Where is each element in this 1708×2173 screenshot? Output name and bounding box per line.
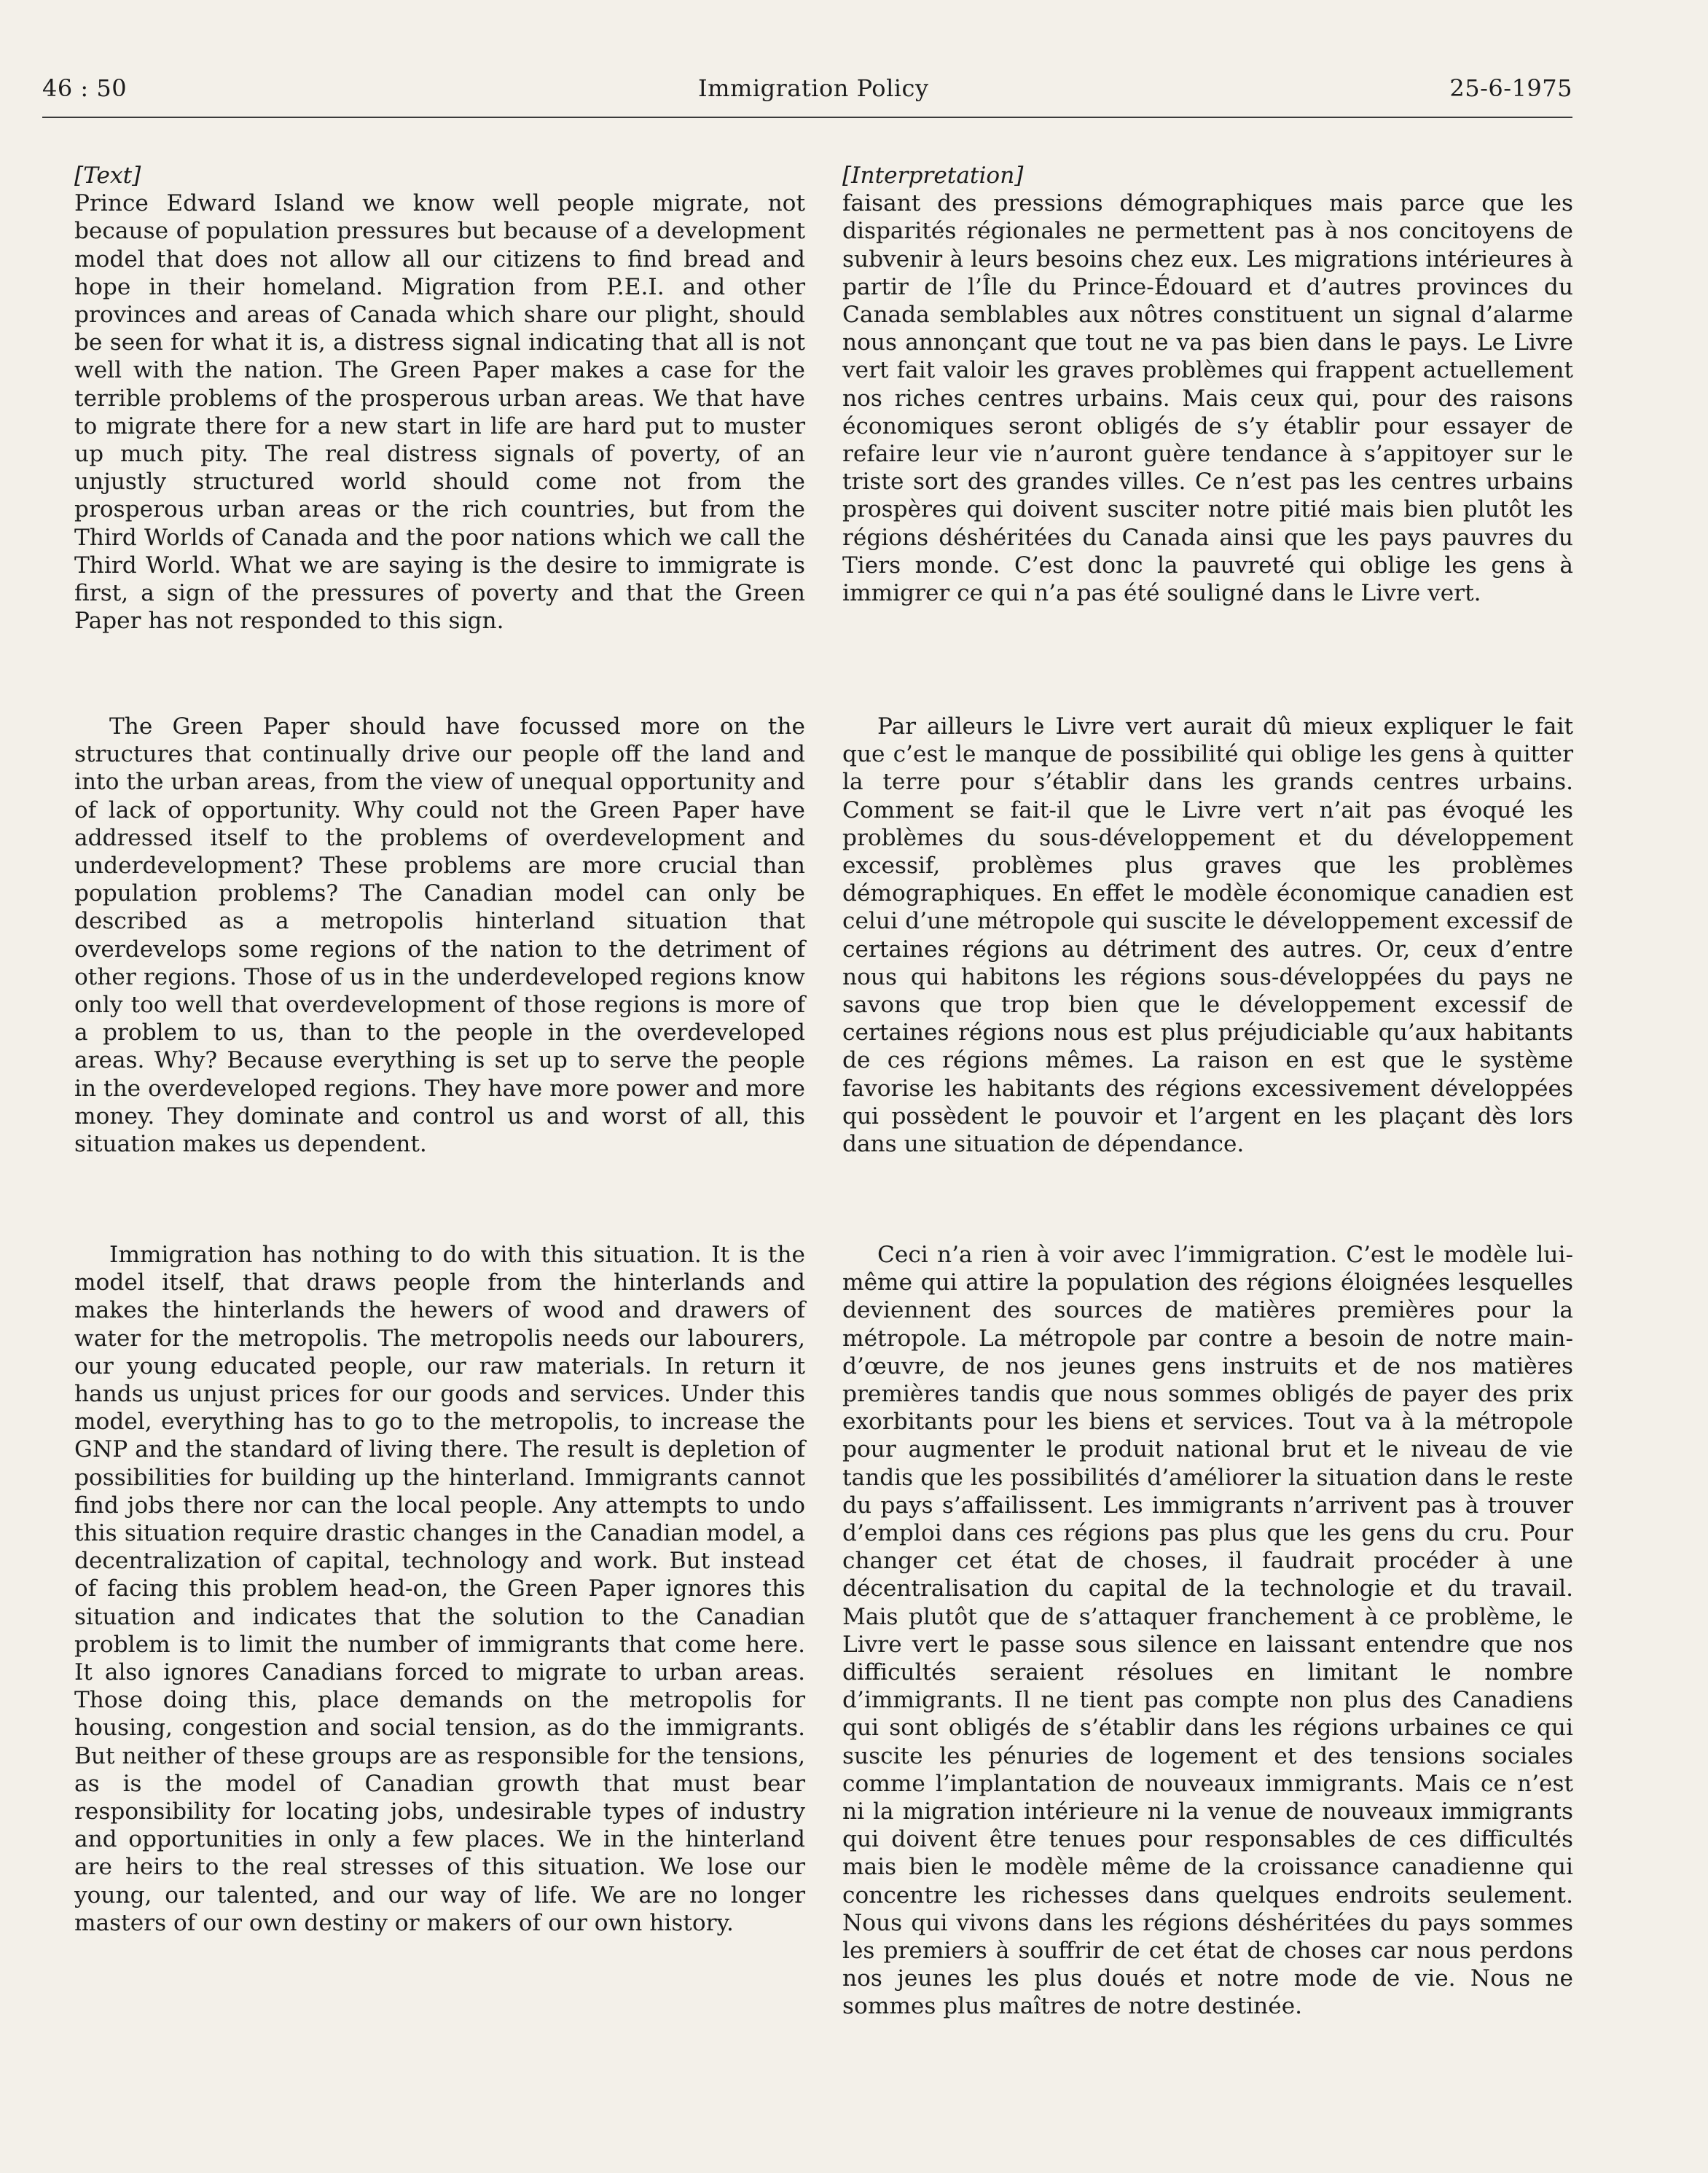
french-paragraph-2: Par ailleurs le Livre vert aurait dû mieux expliquer le fait que c’est le manque de possibilité qui oblige les gens à quitter la terre pour s’établir dans les grands centres urbains. Comment se fait-il que le Livre vert n’ait pas évoqué les problèmes du sous-développement et du développement excessif, problèmes plus graves que les problèmes démographiques. En effet le modèle économique canadien est celui d’une métropole qui suscite le développement excessif de certaines régions au détriment des autres. Or, ceux d’entre nous qui habitons les régions sous-développées du pays ne savons que trop bien que le développement excessif de certaines régions nous est plus préjudiciable qu’aux habitants de ces régions mêmes. La raison en est que le système favorise les habitants des régions excessivement développées qui possèdent le pouvoir et l’argent en les plaçant dès lors dans une situation de dépendance. (842, 713, 1573, 1158)
english-paragraph-2: The Green Paper should have focussed more on the structures that continually drive our people off the land and into the urban areas, from the view of unequal opportunity and of lack of opportunity. Why could not the Green Paper have addressed itself to the problems of overdevelopment and underdevelopment? These problems are more crucial than population problems? The Canadian model can only be described as a metropolis hinterland situation that overdevelops some regions of the nation to the detriment of other regions. Those of us in the underdeveloped regions know only too well that overdevelopment of those regions is more of a problem to us, than to the people in the overdeveloped areas. Why? Because everything is set up to serve the people in the overdeveloped regions. They have more power and more money. They dominate and control us and worst of all, this situation makes us dependent. (74, 713, 805, 1158)
french-section-3 (842, 1241, 1573, 2021)
english-section-3 (74, 1241, 805, 1937)
page-number: 46 : 50 (42, 74, 128, 102)
french-section-1 (842, 162, 1573, 607)
english-section-1 (74, 162, 805, 635)
french-paragraph-1: faisant des pressions démographiques mais parce que les disparités régionales ne permettent pas à nos concitoyens de subvenir à leurs besoins chez eux. Les migrations intérieures à partir de l’Île du Prince-Édouard et d’autres provinces du Canada semblables aux nôtres constituent un signal d’alarme nous annonçant que tout ne va pas bien dans le pays. Le Livre vert fait valoir les graves problèmes qui frappent actuellement nos riches centres urbains. Mais ceux qui, pour des raisons économiques seront obligés de s’y établir pour essayer de refaire leur vie n’auront guère tendance à s’appitoyer sur le triste sort des grandes villes. Ce n’est pas les centres urbains prospères qui doivent susciter notre pitié mais bien plutôt les régions déshéritées du Canada ainsi que les pays pauvres du Tiers monde. C’est donc la pauvreté qui oblige les gens à immigrer ce qui n’a pas été souligné dans le Livre vert. (842, 190, 1573, 607)
english-paragraph-1: Prince Edward Island we know well people migrate, not because of population pressures but because of a development model that does not allow all our citizens to find bread and hope in their homeland. Migration from P.E.I. and other provinces and areas of Canada which share our plight, should be seen for what it is, a distress signal indicating that all is not well with the nation. The Green Paper makes a case for the terrible problems of the prosperous urban areas. We that have to migrate there for a new start in life are hard put to muster up much pity. The real distress signals of poverty, of an unjustly structured world should come not from the prosperous urban areas or the rich countries, but from the Third Worlds of Canada and the poor nations which we call the Third World. What we are saying is the desire to immigrate is first, a sign of the pressures of poverty and that the Green Paper has not responded to this sign. (74, 190, 805, 635)
header-date: 25-6-1975 (1449, 74, 1572, 102)
english-paragraph-3: Immigration has nothing to do with this situation. It is the model itself, that draws people from the hinterlands and makes the hinterlands the hewers of wood and drawers of water for the metropolis. The metropolis needs our labourers, our young educated people, our raw materials. In return it hands us unjust prices for our goods and services. Under this model, everything has to go to the metropolis, to increase the GNP and the standard of living there. The result is depletion of possibilities for building up the hinterland. Immigrants cannot find jobs there nor can the local people. Any attempts to undo this situation require drastic changes in the Canadian model, a decentralization of capital, technology and work. But instead of facing this problem head-on, the Green Paper ignores this situation and indicates that the solution to the Canadian problem is to limit the number of immigrants that come here. It also ignores Canadians forced to migrate to urban areas. Those doing this, place demands on the metropolis for housing, congestion and social tension, as do the immigrants. But neither of these groups are as responsible for the tensions, as is the model of Canadian growth that must bear responsibility for locating jobs, undesirable types of industry and opportunities in only a few places. We in the hinterland are heirs to the real stresses of this situation. We lose our young, our talented, and our way of life. We are no longer masters of our own destiny or makers of our own history. (74, 1242, 805, 1936)
page-header (42, 70, 1572, 118)
french-section-2 (842, 713, 1573, 1158)
running-title: Immigration Policy (698, 74, 929, 102)
text-label: [Text] (74, 163, 141, 189)
interpretation-label: [Interpretation] (842, 163, 1024, 189)
french-paragraph-3: Ceci n’a rien à voir avec l’immigration. C’est le modèle lui-même qui attire la population des régions éloignées lesquelles deviennent des sources de matières premières pour la métropole. La métropole par contre a besoin de notre main-d’œuvre, de nos jeunes gens instruits et de nos matières premières tandis que nous sommes obligés de payer des prix exorbitants pour les biens et services. Tout va à la métropole pour augmenter le produit national brut et le niveau de vie tandis que les possibilités d’améliorer la situation dans le reste du pays s’affailissent. Les immigrants n’arrivent pas à trouver d’emploi dans ces régions pas plus que les gens du cru. Pour changer cet état de choses, il faudrait procéder à une décentralisation du capital de la technologie et du travail. Mais plutôt que de s’attaquer franchement à ce problème, le Livre vert le passe sous silence en laissant entendre que nos difficultés seraient résolues en limitant le nombre d’immigrants. Il ne tient pas compte non plus des Canadiens qui sont obligés de s’établir dans les régions urbaines ce qui suscite les pénuries de logement et des tensions sociales comme l’implantation de nouveaux immigrants. Mais ce n’est ni la migration intérieure ni la venue de nouveaux immigrants qui doivent être tenues pour responsables de ces difficultés mais bien le modèle même de la croissance canadienne qui concentre les richesses dans quelques endroits seulement. Nous qui vivons dans les régions déshéritées du pays sommes les premiers à souffrir de cet état de choses car nous perdons nos jeunes les plus doués et notre mode de vie. Nous ne sommes plus maîtres de notre destinée. (842, 1242, 1573, 2020)
english-section-2 (74, 713, 805, 1158)
